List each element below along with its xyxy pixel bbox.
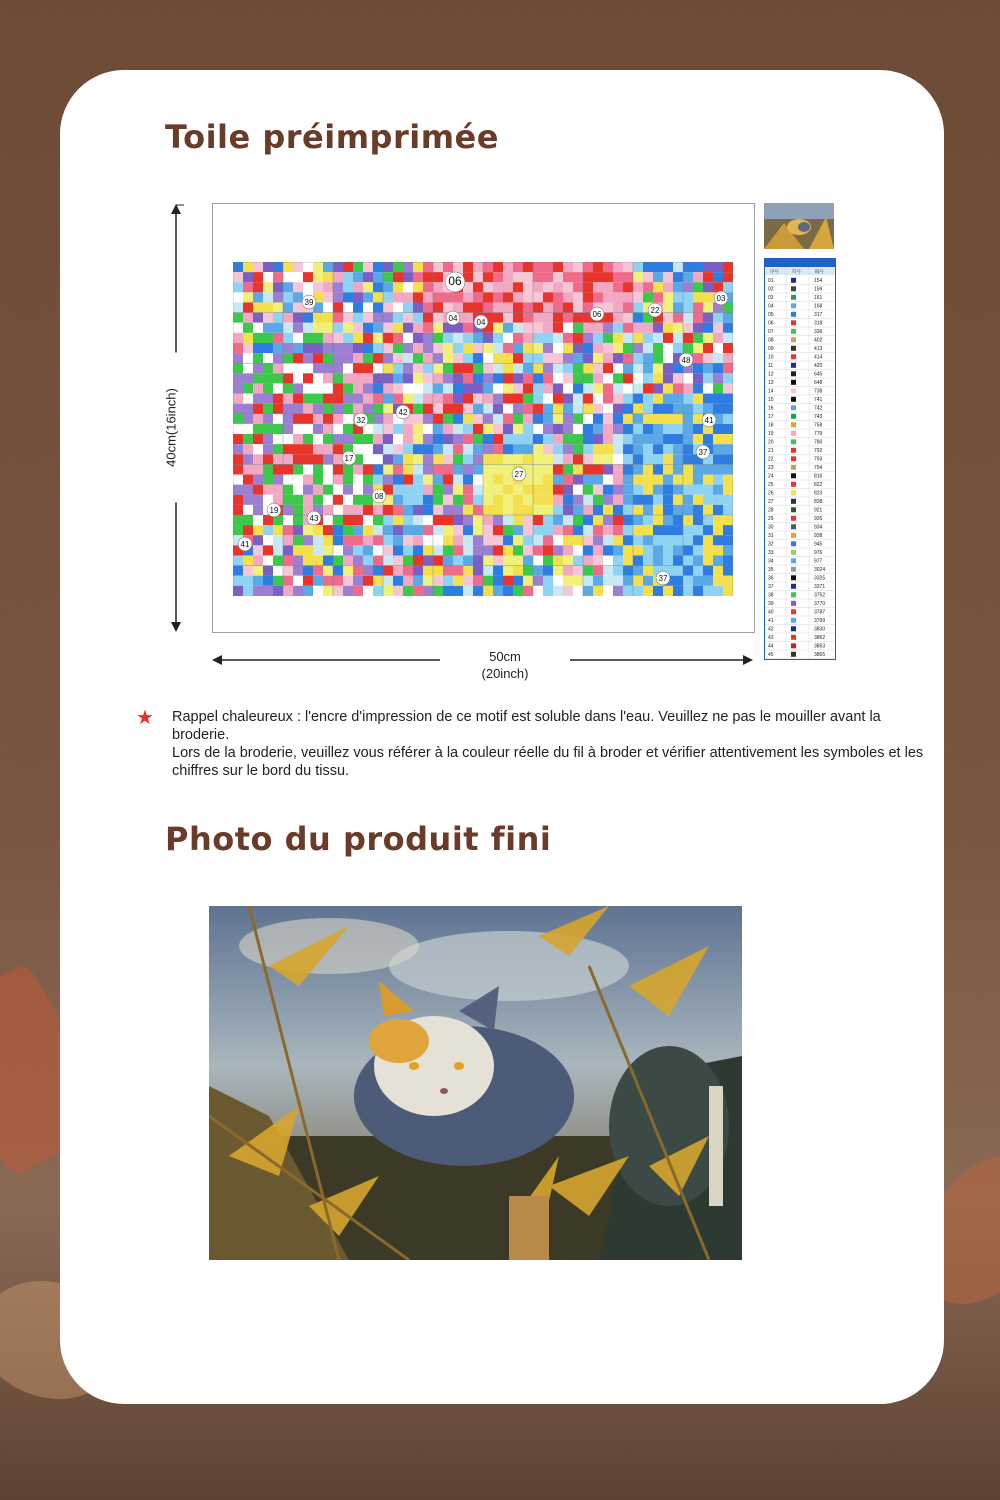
- legend-header-cell: 符号: [792, 270, 801, 275]
- legend-code: 168: [814, 303, 823, 310]
- legend-code: 792: [814, 448, 823, 455]
- legend-code: 645: [814, 371, 823, 378]
- legend-index: 22: [768, 456, 774, 463]
- legend-code: 793: [814, 456, 823, 463]
- legend-symbol: [791, 371, 796, 376]
- note-line-2: Lors de la broderie, veuillez vous référer à la couleur réelle du fil à broder et vérifier attentivement les symboles et les chiffres sur le bord du tissu.: [172, 745, 924, 779]
- height-label: 40cm(16inch): [164, 353, 179, 503]
- legend-index: 23: [768, 465, 774, 472]
- width-inch: (20inch): [481, 666, 529, 681]
- legend-index: 38: [768, 592, 774, 599]
- legend-table: [765, 259, 835, 659]
- legend-code: 742: [814, 405, 823, 412]
- legend-index: 42: [768, 626, 774, 633]
- reference-thumbnail: [764, 203, 834, 249]
- legend-code: 336: [814, 329, 823, 336]
- legend-symbol: [791, 286, 796, 291]
- legend-index: 16: [768, 405, 774, 412]
- legend-index: 43: [768, 635, 774, 642]
- legend-symbol: [791, 320, 796, 325]
- pattern-number-badge: [238, 537, 252, 551]
- legend-symbol: [791, 278, 796, 283]
- legend-index: 40: [768, 609, 774, 616]
- legend-code: 414: [814, 354, 823, 361]
- legend-symbol: [791, 567, 796, 572]
- legend-symbol: [791, 643, 796, 648]
- legend-code: 780: [814, 439, 823, 446]
- legend-index: 33: [768, 550, 774, 557]
- legend-index: 21: [768, 448, 774, 455]
- pattern-number: 43: [309, 514, 319, 523]
- legend-symbol: [791, 363, 796, 368]
- pattern-number: 04: [476, 318, 486, 327]
- legend-code: 3787: [814, 609, 826, 616]
- legend-symbol: [791, 507, 796, 512]
- legend-code: 945: [814, 541, 823, 548]
- legend-code: 794: [814, 465, 823, 472]
- legend-symbol: [791, 295, 796, 300]
- legend-index: 26: [768, 490, 774, 497]
- note-line-1: Rappel chaleureux : l'encre d'impression de ce motif est soluble dans l'eau. Veuillez ne pas le mouiller avant la broderie.: [172, 709, 881, 743]
- pattern-number: 19: [269, 506, 279, 515]
- preprinted-pattern: [233, 262, 733, 596]
- section-title-finished: Photo du produit fini: [165, 820, 552, 858]
- legend-symbol: [791, 524, 796, 529]
- legend-symbol: [791, 652, 796, 657]
- legend-code: 938: [814, 533, 823, 540]
- legend-index: 18: [768, 422, 774, 429]
- legend-index: 27: [768, 499, 774, 506]
- legend-code: 648: [814, 380, 823, 387]
- pattern-number-badge: [512, 467, 526, 481]
- legend-code: 3752: [814, 592, 826, 599]
- legend-index: 24: [768, 473, 774, 480]
- legend-symbol: [791, 490, 796, 495]
- legend-code: 154: [814, 278, 823, 285]
- legend-index: 34: [768, 558, 774, 565]
- legend-symbol: [791, 601, 796, 606]
- pattern-number-badge: [696, 445, 710, 459]
- pattern-number: 37: [658, 574, 668, 583]
- width-cm: 50cm: [489, 649, 521, 664]
- pattern-number: 32: [356, 416, 366, 425]
- pattern-number: 17: [344, 454, 354, 463]
- legend-code: 3865: [814, 652, 826, 659]
- pattern-number: 41: [704, 416, 714, 425]
- legend-header-cell: 序号: [770, 270, 779, 275]
- legend-code: 823: [814, 490, 823, 497]
- legend-symbol: [791, 558, 796, 563]
- legend-index: 13: [768, 380, 774, 387]
- pattern-number: 06: [448, 274, 462, 288]
- legend-code: 758: [814, 422, 823, 429]
- pattern-number-badge: [648, 303, 662, 317]
- legend-symbol: [791, 575, 796, 580]
- pattern-number: 39: [304, 298, 314, 307]
- legend-symbol: [791, 388, 796, 393]
- legend-code: 977: [814, 558, 823, 565]
- legend-index: 36: [768, 575, 774, 582]
- star-icon: ★: [136, 707, 154, 729]
- legend-index: 02: [768, 286, 774, 293]
- pattern-number: 37: [698, 448, 708, 457]
- legend-symbol: [791, 533, 796, 538]
- legend-index: 01: [768, 278, 774, 285]
- legend-code: 3799: [814, 618, 826, 625]
- pattern-number-badge: [679, 353, 693, 367]
- legend-code: 318: [814, 320, 823, 327]
- pattern-number-badge: [656, 571, 670, 585]
- legend-symbol: [791, 626, 796, 631]
- pattern-number: 04: [448, 314, 458, 323]
- legend-symbol: [791, 456, 796, 461]
- legend-index: 37: [768, 584, 774, 591]
- legend-code: 738: [814, 388, 823, 395]
- legend-index: 06: [768, 320, 774, 327]
- legend-code: 3830: [814, 626, 826, 633]
- pattern-number: 22: [650, 306, 660, 315]
- legend-index: 30: [768, 524, 774, 531]
- legend-code: 3863: [814, 643, 826, 650]
- legend-symbol: [791, 431, 796, 436]
- pattern-number-badge: [445, 272, 465, 292]
- legend-symbol: [791, 592, 796, 597]
- legend-symbol: [791, 414, 796, 419]
- pattern-number-badge: [474, 315, 488, 329]
- legend-symbol: [791, 635, 796, 640]
- legend-index: 20: [768, 439, 774, 446]
- legend-header-cell: 线号: [815, 270, 824, 275]
- pattern-number: 41: [240, 540, 250, 549]
- legend-code: 413: [814, 346, 823, 353]
- pattern-number: 08: [374, 492, 384, 501]
- content-card: [60, 70, 944, 1404]
- legend-index: 41: [768, 618, 774, 625]
- section-title-canvas: Toile préimprimée: [165, 118, 499, 156]
- legend-index: 19: [768, 431, 774, 438]
- pattern-number: 27: [514, 470, 524, 479]
- legend-code: 159: [814, 286, 823, 293]
- legend-symbol: [791, 405, 796, 410]
- legend-code: 161: [814, 295, 823, 302]
- legend-symbol: [791, 303, 796, 308]
- legend-index: 25: [768, 482, 774, 489]
- pattern-number-badge: [302, 295, 316, 309]
- pattern-number: 48: [681, 356, 691, 365]
- legend-code: 402: [814, 337, 823, 344]
- pattern-number: 06: [592, 310, 602, 319]
- legend-code: 317: [814, 312, 823, 319]
- legend-code: 921: [814, 507, 823, 514]
- legend-code: 741: [814, 397, 823, 404]
- legend-index: 28: [768, 507, 774, 514]
- width-label: [440, 648, 570, 682]
- legend-symbol: [791, 465, 796, 470]
- pattern-number-badge: [396, 405, 410, 419]
- legend-index: 12: [768, 371, 774, 378]
- legend-symbol: [791, 354, 796, 359]
- pattern-number-badge: [342, 451, 356, 465]
- thread-legend: [764, 258, 836, 660]
- legend-index: 45: [768, 652, 774, 659]
- legend-index: 31: [768, 533, 774, 540]
- pattern-number-badge: [590, 307, 604, 321]
- legend-code: 3770: [814, 601, 826, 608]
- legend-index: 32: [768, 541, 774, 548]
- legend-index: 29: [768, 516, 774, 523]
- pattern-number-badge: [307, 511, 321, 525]
- legend-symbol: [791, 482, 796, 487]
- legend-symbol: [791, 499, 796, 504]
- legend-symbol: [791, 329, 796, 334]
- legend-code: 779: [814, 431, 823, 438]
- legend-symbol: [791, 541, 796, 546]
- legend-code: 3325: [814, 575, 826, 582]
- legend-code: 420: [814, 363, 823, 370]
- legend-code: 3024: [814, 567, 826, 574]
- legend-code: 822: [814, 482, 823, 489]
- legend-index: 15: [768, 397, 774, 404]
- legend-symbol: [791, 439, 796, 444]
- legend-index: 03: [768, 295, 774, 302]
- finished-product-photo: [209, 906, 742, 1260]
- pattern-number-badge: [714, 291, 728, 305]
- legend-symbol: [791, 337, 796, 342]
- legend-symbol: [791, 609, 796, 614]
- legend-index: 10: [768, 354, 774, 361]
- legend-code: 743: [814, 414, 823, 421]
- legend-index: 09: [768, 346, 774, 353]
- legend-index: 05: [768, 312, 774, 319]
- legend-index: 04: [768, 303, 774, 310]
- legend-index: 17: [768, 414, 774, 421]
- legend-symbol: [791, 584, 796, 589]
- care-note: [172, 708, 932, 780]
- legend-code: 3862: [814, 635, 826, 642]
- legend-index: 14: [768, 388, 774, 395]
- legend-index: 39: [768, 601, 774, 608]
- legend-symbol: [791, 346, 796, 351]
- legend-code: 934: [814, 524, 823, 531]
- legend-index: 11: [768, 363, 774, 370]
- legend-code: 838: [814, 499, 823, 506]
- legend-index: 44: [768, 643, 774, 650]
- legend-symbol: [791, 422, 796, 427]
- legend-symbol: [791, 550, 796, 555]
- legend-symbol: [791, 618, 796, 623]
- legend-index: 35: [768, 567, 774, 574]
- legend-code: 816: [814, 473, 823, 480]
- legend-symbol: [791, 516, 796, 521]
- pattern-number: 03: [716, 294, 726, 303]
- pattern-number-badge: [372, 489, 386, 503]
- pattern-number-badge: [354, 413, 368, 427]
- legend-symbol: [791, 448, 796, 453]
- pattern-number-badge: [702, 413, 716, 427]
- legend-symbol: [791, 312, 796, 317]
- legend-index: 08: [768, 337, 774, 344]
- pattern-number-badge: [267, 503, 281, 517]
- legend-code: 926: [814, 516, 823, 523]
- legend-symbol: [791, 397, 796, 402]
- legend-symbol: [791, 473, 796, 478]
- legend-index: 07: [768, 329, 774, 336]
- legend-symbol: [791, 380, 796, 385]
- legend-code: 976: [814, 550, 823, 557]
- legend-code: 3371: [814, 584, 826, 591]
- pattern-number: 42: [398, 408, 408, 417]
- pattern-number-badge: [446, 311, 460, 325]
